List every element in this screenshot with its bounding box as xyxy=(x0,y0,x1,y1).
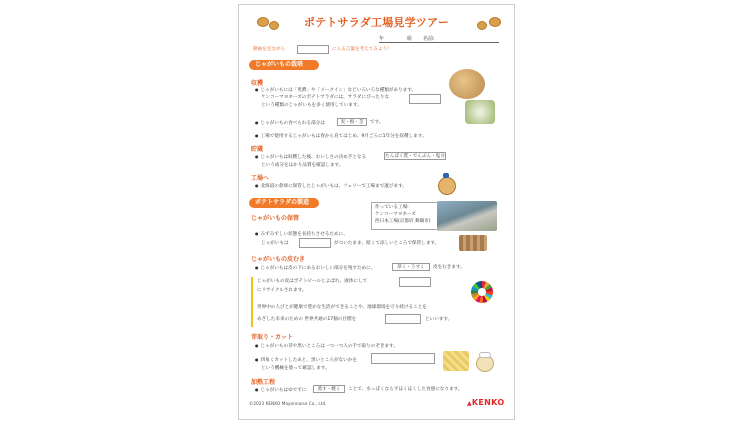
harvest-line-1: ● じゃがいもには「男爵」や「メークイン」などいろいろな種類があります。 xyxy=(255,87,416,94)
factory-card xyxy=(371,202,439,230)
year-label: 年 xyxy=(379,36,385,42)
heading-peeling: じゃがいもの皮むき xyxy=(251,256,306,263)
heating-lead: ● じゃがいもはゆでずに xyxy=(255,387,306,394)
recycle-line-4-lead: めざした未来のための 世界共通の17個の目標を xyxy=(257,317,357,322)
machine-blank-box xyxy=(371,353,435,364)
diced-potato-photo xyxy=(443,351,469,371)
heating-answer-box: 蒸す・焼く xyxy=(313,385,345,393)
copyright-text: ©2023 KENKO Mayonnaise Co., Ltd. xyxy=(249,402,327,407)
heading-storage: 貯蔵 xyxy=(251,146,264,153)
peeling-tail: 皮をむきます。 xyxy=(433,265,465,270)
intro-tail: に入る言葉を考えてみよう! xyxy=(332,47,389,52)
harvest-line-2: ケンコーマヨネーズのポテトサラダには、サラダにぴったりな xyxy=(261,95,390,100)
edible-answer-box: 実・根・茎 xyxy=(337,118,367,126)
heading-potato-storage: じゃがいもの保管 xyxy=(251,215,300,222)
potato-storage-blank-box xyxy=(299,238,331,248)
sdgs-wheel-icon xyxy=(471,281,493,303)
logo-mark-icon: ▲ xyxy=(467,400,472,407)
recycle-line-2: にリサイクルされます。 xyxy=(257,288,307,293)
recycle-line-3: 世界中の人びとが健康で豊かな生活ができることや、地球環境を守り続けることを xyxy=(257,305,427,310)
trimming-line-3: という機械を使って確認します。 xyxy=(261,366,330,371)
edible-tail: です。 xyxy=(370,120,384,125)
potato-storage-line-2-lead: じゃがいもは xyxy=(261,241,289,246)
heating-tail: ことで、水っぽくならずほくほくした食感になります。 xyxy=(348,387,463,392)
worksheet-page xyxy=(238,4,515,420)
peeling-answer-box: 厚く・うすく xyxy=(392,263,430,271)
heading-trimming: 芽取り・カット xyxy=(251,334,293,341)
name-label: 名前: xyxy=(423,36,435,42)
intro-blank-box xyxy=(297,45,329,54)
name-row xyxy=(379,35,499,43)
storage-answer-box: たんぱく質・でんぷん・塩分 xyxy=(385,154,445,159)
recycle-highlight-bar xyxy=(251,277,253,327)
factory-card-line-1: 作っている工場: xyxy=(375,205,409,210)
sdgs-blank-box xyxy=(385,314,421,324)
page-title: ポテトサラダ工場見学ツアー xyxy=(303,16,450,29)
section-band-manufacturing: ポテトサラダの製造 xyxy=(249,198,319,208)
trimming-line-1: ● じゃがいもの芽や黒いところは一つ一つ人の手で取りのぞきます。 xyxy=(255,343,398,350)
heading-to-factory: 工場へ xyxy=(251,175,270,182)
section-band-cultivation: じゃがいもの栽培 xyxy=(249,60,319,70)
potato-storage-line-1: ● みずみずしい状態を長持ちさせるために、 xyxy=(255,231,348,238)
to-factory-line: ● 北海道の倉庫に保管したじゃがいもは、フェリーで工場まで運びます。 xyxy=(255,183,407,190)
factory-card-line-2: ケンコーマヨネーズ xyxy=(375,212,416,217)
recycle-line-1: じゃがいもの皮はポテトピールとよばれ、液体にして xyxy=(257,279,368,284)
storage-line-2: という成分をはかり品質を確認します。 xyxy=(261,163,344,168)
variety-blank-box xyxy=(409,94,441,104)
kenko-logo xyxy=(467,398,504,407)
trimming-line-2: ● 四角くカットしたあと、黒いところがないかを xyxy=(255,357,357,364)
factory-card-line-3: 西日本工場(京都府 舞鶴市) xyxy=(375,219,431,224)
harvest-line-3: という種類のじゃがいもを多く使用しています。 xyxy=(261,103,362,108)
potato-photo xyxy=(449,69,485,99)
storage-line-1: ● じゃがいもは収穫した後、おいしさの決め手となる xyxy=(255,154,366,161)
potato-storage-line-2-tail: がついたまま、暗くて涼しいところで保管します。 xyxy=(334,241,440,246)
potato-character-icon xyxy=(473,350,495,372)
harvest-season: ● 工場で使用するじゃがいもは春から育てはじめ、9月ごろに1年分を収穫します。 xyxy=(255,133,427,140)
intro-lead: 動画を見ながら xyxy=(253,47,286,52)
logo-text: KENKO xyxy=(471,398,505,407)
heading-heating: 加熱工程 xyxy=(251,379,276,386)
potato-flower-photo xyxy=(465,100,495,124)
heading-harvest: 収穫 xyxy=(251,80,264,87)
factory-aerial-photo xyxy=(437,201,497,231)
recycle-line-4-tail: といいます。 xyxy=(425,317,453,322)
potato-character-icon xyxy=(435,173,457,195)
peeling-lead: ● じゃがいもは皮の下にあるおいしい部分を残すために、 xyxy=(255,265,375,272)
edible-lead: ● じゃがいもの食べられる部分は xyxy=(255,120,325,127)
class-label: 組 xyxy=(407,36,413,42)
crate-photo xyxy=(459,235,487,251)
recycle-blank-box xyxy=(399,277,431,287)
